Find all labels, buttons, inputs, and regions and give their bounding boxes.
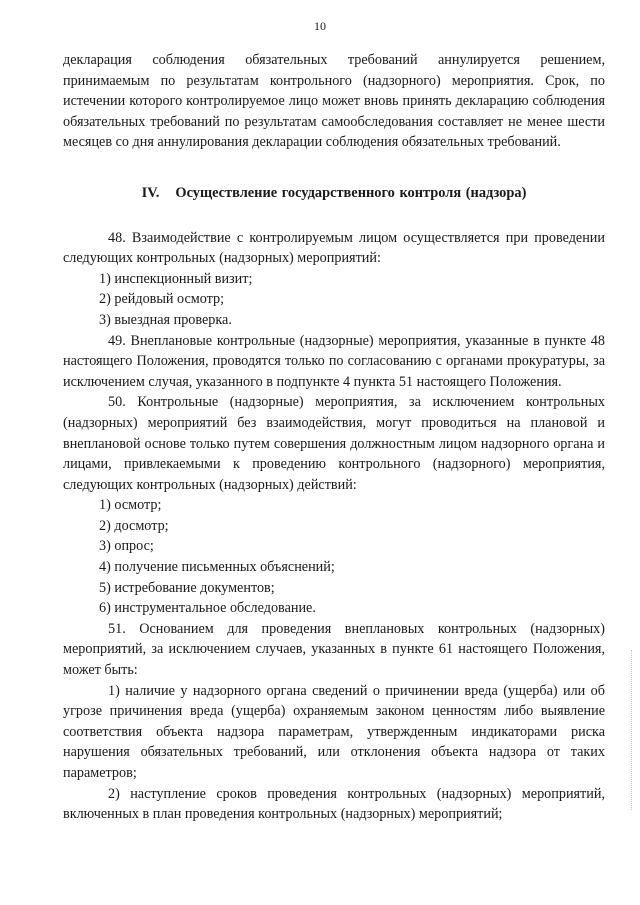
paragraph-50: 50. Контрольные (надзорные) мероприятия, за исключением контрольных (надзорных) мероприятий без взаимодействия, могут проводиться на плановой и внеплановой основе только путем совершения должностным лицом надзорного органа и лицами, привлекаемыми к проведению контрольного (надзорного) мероприятия, следующих контрольных (надзорных) действий:	[63, 394, 605, 493]
list-item: 3) опрос;	[99, 538, 154, 555]
list-item: 1) осмотр;	[99, 497, 162, 514]
list-item: 2) досмотр;	[99, 517, 169, 534]
list-item: 5) истребование документов;	[99, 579, 275, 596]
paragraph-51-item-2: 2) наступление сроков проведения контрольных (надзорных) мероприятий, включенных в план проведения контрольных (надзорных) мероприятий;	[63, 785, 605, 823]
scan-edge-mark	[631, 650, 633, 810]
section-heading	[63, 183, 605, 204]
paragraph-49: 49. Внеплановые контрольные (надзорные) мероприятия, указанные в пункте 48 настоящего Положения, проводятся только по согласованию с органами прокуратуры, за исключением случая, указанного в подпункте 4 пункта 51 настоящего Положения.	[63, 332, 605, 390]
paragraph-51-item-1: 1) наличие у надзорного органа сведений о причинении вреда (ущерба) или об угрозе причинения вреда (ущерба) охраняемым законом ценностям либо выявление соответствия объекта надзора параметрам, утвержденным индикаторами риска нарушения обязательных требований, или отклонения объекта надзора от таких параметров;	[63, 682, 605, 781]
page-number: 10	[314, 19, 326, 33]
list-item: 1) инспекционный визит;	[99, 270, 253, 287]
paragraph-51: 51. Основанием для проведения внеплановых контрольных (надзорных) мероприятий, за исключением случаев, указанных в пункте 61 настоящего Положения, может быть:	[63, 620, 605, 679]
section-number: IV.	[141, 184, 160, 201]
document-body	[63, 50, 605, 825]
section-title: Осуществление государственного контроля (надзора)	[175, 184, 527, 201]
list-item: 4) получение письменных объяснений;	[99, 559, 335, 576]
paragraph-48: 48. Взаимодействие с контролируемым лицом осуществляется при проведении следующих контрольных (надзорных) мероприятий:	[63, 229, 605, 267]
list-item: 2) рейдовый осмотр;	[99, 291, 225, 308]
list-item: 6) инструментальное обследование.	[99, 600, 316, 617]
paragraph-continuation: декларация соблюдения обязательных требований аннулируется решением, принимаемым по результатам контрольного (надзорного) мероприятия. Срок, по истечении которого контролируемое лицо может вновь принять декларацию соблюдения обязательных требований по результатам самообследования составляет не менее шести месяцев со дня аннулирования декларации соблюдения обязательных требований.	[63, 52, 605, 151]
list-item: 3) выездная проверка.	[99, 311, 232, 328]
